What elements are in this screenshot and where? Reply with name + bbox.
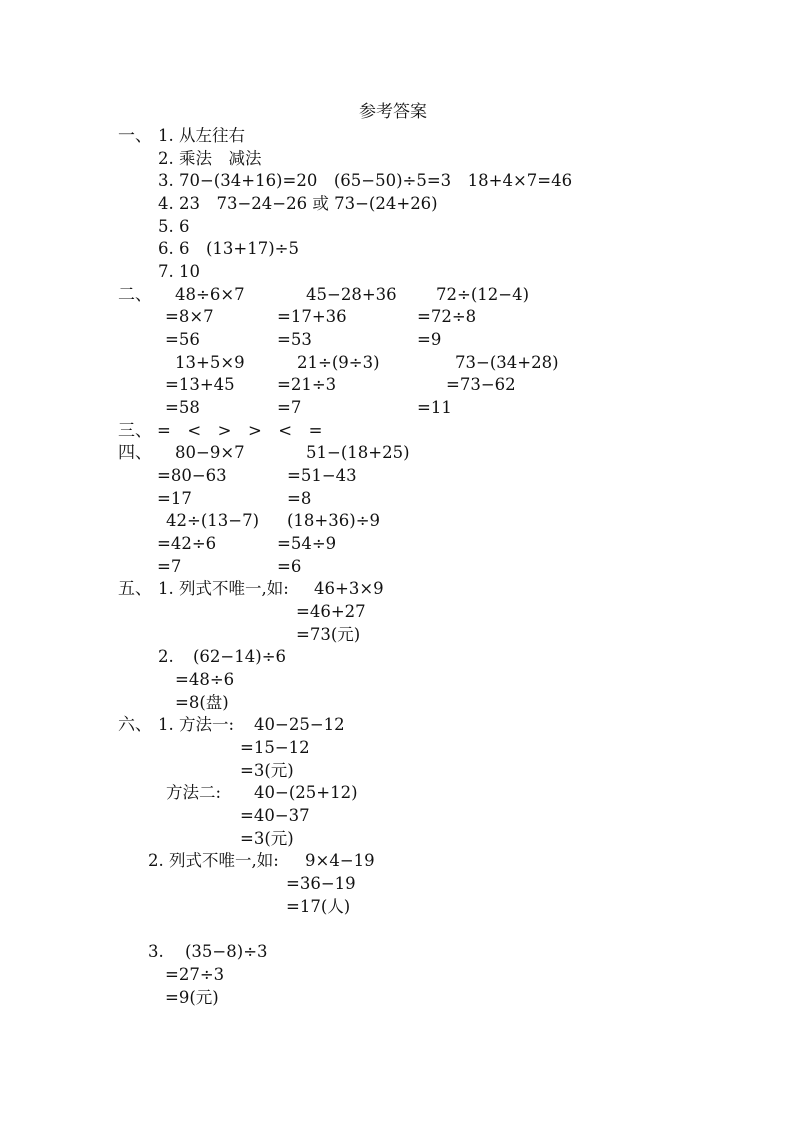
s1-answer-4: 4. 23 73−24−26 或 73−(24+26) — [158, 194, 438, 213]
s1-answer-2: 2. 乘法 减法 — [158, 149, 262, 168]
s1-answer-3: 3. 70−(34+16)=20 (65−50)÷5=3 18+4×7=46 — [158, 171, 573, 190]
s4-p2-expr: 51−(18+25) — [306, 443, 410, 462]
s2-p3-step1: =72÷8 — [417, 307, 477, 326]
s6-m1-step2: =3(元) — [240, 761, 294, 780]
section-5-label: 五、 — [118, 579, 152, 599]
s2-p2-step2: =53 — [277, 330, 312, 349]
s6-q2-step2: =17(人) — [286, 897, 351, 916]
s5-q1-step1: =46+27 — [296, 602, 366, 621]
s5-q1-step2: =73(元) — [296, 625, 361, 644]
s5-q2-step2: =8(盘) — [175, 693, 229, 712]
s2-p6-step1: =73−62 — [446, 375, 516, 394]
s5-q2-lead: 2. — [158, 647, 174, 666]
s4-p4-step1: =54÷9 — [277, 534, 337, 553]
s2-p3-expr: 72÷(12−4) — [436, 285, 530, 304]
s4-p2-step2: =8 — [287, 489, 312, 508]
s4-p3-step2: =7 — [157, 557, 182, 576]
s2-p5-step2: =7 — [277, 398, 302, 417]
s2-p1-expr: 48÷6×7 — [175, 285, 245, 304]
s6-m1-step1: =15−12 — [240, 738, 310, 757]
s4-p4-expr: (18+36)÷9 — [287, 511, 381, 530]
s5-q1-expr: 46+3×9 — [314, 579, 384, 598]
s2-p5-expr: 21÷(9÷3) — [297, 353, 380, 372]
s4-p4-step2: =6 — [277, 557, 302, 576]
s6-m2-lead: 方法二: — [166, 783, 222, 802]
section-2-label: 二、 — [118, 285, 152, 305]
s6-m2-step2: =3(元) — [240, 829, 294, 848]
s2-p4-step1: =13+45 — [165, 375, 235, 394]
s2-p3-step2: =9 — [417, 330, 442, 349]
s6-q3-step2: =9(元) — [165, 988, 219, 1007]
s6-q1-lead: 1. 方法一: — [158, 715, 235, 734]
s6-q3-expr: (35−8)÷3 — [185, 942, 268, 961]
s2-p4-expr: 13+5×9 — [175, 353, 245, 372]
s1-answer-7: 7. 10 — [158, 262, 200, 281]
s2-p2-step1: =17+36 — [277, 307, 347, 326]
s4-p1-step1: =80−63 — [157, 466, 227, 485]
s2-p1-step1: =8×7 — [165, 307, 214, 326]
s6-m2-step1: =40−37 — [240, 806, 310, 825]
page-title: 参考答案 — [359, 102, 427, 122]
s4-p3-step1: =42÷6 — [157, 534, 217, 553]
section-3-label: 三、 — [118, 421, 152, 441]
section-1-label: 一、 — [118, 126, 152, 146]
s2-p1-step2: =56 — [165, 330, 200, 349]
s2-p6-expr: 73−(34+28) — [455, 353, 559, 372]
section-4-label: 四、 — [118, 443, 152, 463]
s2-p2-expr: 45−28+36 — [306, 285, 397, 304]
s4-p1-expr: 80−9×7 — [175, 443, 245, 462]
s6-m1-expr: 40−25−12 — [254, 715, 345, 734]
s6-q2-lead: 2. 列式不唯一,如: — [148, 851, 279, 870]
s4-p1-step2: =17 — [157, 489, 192, 508]
section-6-label: 六、 — [118, 715, 152, 735]
s2-p6-step2: =11 — [417, 398, 452, 417]
s3-comparison-answers: = < > > < = — [157, 421, 323, 440]
s6-q3-step1: =27÷3 — [165, 965, 225, 984]
s5-q2-step1: =48÷6 — [175, 670, 235, 689]
s6-q2-expr: 9×4−19 — [305, 851, 375, 870]
s2-p5-step1: =21÷3 — [277, 375, 337, 394]
s4-p2-step1: =51−43 — [287, 466, 357, 485]
s6-q3-lead: 3. — [148, 942, 164, 961]
s1-answer-6: 6. 6 (13+17)÷5 — [158, 239, 299, 258]
s6-q2-step1: =36−19 — [286, 874, 356, 893]
s1-answer-5: 5. 6 — [158, 217, 190, 236]
s4-p3-expr: 42÷(13−7) — [166, 511, 260, 530]
s1-answer-1: 1. 从左往右 — [158, 126, 245, 145]
s6-m2-expr: 40−(25+12) — [254, 783, 358, 802]
s2-p4-step2: =58 — [165, 398, 200, 417]
s5-q2-expr: (62−14)÷6 — [193, 647, 287, 666]
s5-q1-lead: 1. 列式不唯一,如: — [158, 579, 289, 598]
